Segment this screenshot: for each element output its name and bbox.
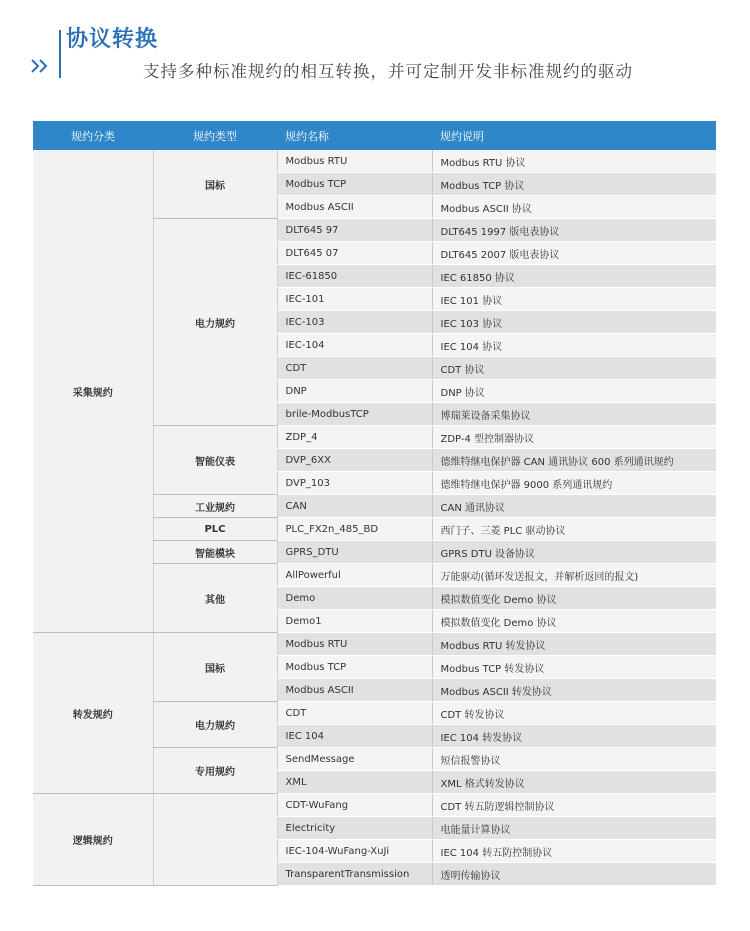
protocol-name-cell: DNP: [277, 380, 432, 403]
protocol-name-cell: CDT-WuFang: [277, 794, 432, 817]
protocol-description-cell: 模拟数值变化 Demo 协议: [432, 610, 716, 633]
protocol-description-cell: 电能量计算协议: [432, 817, 716, 840]
type-cell: 智能仪表: [153, 426, 277, 495]
protocol-description-cell: Modbus TCP 转发协议: [432, 656, 716, 679]
protocol-description-cell: IEC 101 协议: [432, 288, 716, 311]
type-cell: 专用规约: [153, 748, 277, 794]
protocol-description-cell: DLT645 2007 版电表协议: [432, 242, 716, 265]
type-cell: 其他: [153, 564, 277, 633]
table-header-row: [33, 121, 716, 150]
protocol-name-cell: IEC 104: [277, 725, 432, 748]
protocol-name-cell: Modbus TCP: [277, 656, 432, 679]
protocol-name-cell: CDT: [277, 357, 432, 380]
column-header-name: 规约名称: [277, 121, 432, 150]
protocol-name-cell: Modbus RTU: [277, 150, 432, 173]
protocol-name-cell: Modbus RTU: [277, 633, 432, 656]
protocol-description-cell: 西门子、三菱 PLC 驱动协议: [432, 518, 716, 541]
type-cell: PLC: [153, 518, 277, 541]
protocol-description-cell: 万能驱动(循环发送报文，并解析返回的报文): [432, 564, 716, 587]
double-chevron-right-icon: [30, 58, 50, 74]
protocol-description-cell: IEC 61850 协议: [432, 265, 716, 288]
type-cell: 国标: [153, 150, 277, 219]
protocol-description-cell: CDT 协议: [432, 357, 716, 380]
category-cell: 逻辑规约: [33, 794, 153, 886]
protocol-name-cell: Demo1: [277, 610, 432, 633]
protocol-name-cell: IEC-104-WuFang-XuJi: [277, 840, 432, 863]
protocol-description-cell: Modbus ASCII 转发协议: [432, 679, 716, 702]
page-header: [0, 0, 750, 100]
protocol-name-cell: Modbus TCP: [277, 173, 432, 196]
protocol-description-cell: IEC 104 转五防控制协议: [432, 840, 716, 863]
protocol-name-cell: DVP_103: [277, 472, 432, 495]
protocol-description-cell: 德维特继电保护器 9000 系列通讯规约: [432, 472, 716, 495]
category-cell: 转发规约: [33, 633, 153, 794]
protocol-description-cell: IEC 104 协议: [432, 334, 716, 357]
table-row: [33, 794, 716, 817]
page-subtitle: 支持多种标准规约的相互转换，并可定制开发非标准规约的驱动: [143, 62, 633, 81]
protocol-description-cell: 模拟数值变化 Demo 协议: [432, 587, 716, 610]
protocol-name-cell: PLC_FX2n_485_BD: [277, 518, 432, 541]
protocol-name-cell: DLT645 97: [277, 219, 432, 242]
protocol-description-cell: XML 格式转发协议: [432, 771, 716, 794]
protocol-description-cell: CDT 转五防逻辑控制协议: [432, 794, 716, 817]
page-title: 协议转换: [66, 27, 159, 52]
protocol-name-cell: Modbus ASCII: [277, 196, 432, 219]
protocol-name-cell: GPRS_DTU: [277, 541, 432, 564]
column-header-description: 规约说明: [432, 121, 716, 150]
type-cell: 电力规约: [153, 219, 277, 426]
protocol-name-cell: Modbus ASCII: [277, 679, 432, 702]
protocol-name-cell: DVP_6XX: [277, 449, 432, 472]
column-header-category: 规约分类: [33, 121, 153, 150]
protocol-name-cell: Electricity: [277, 817, 432, 840]
protocol-description-cell: CAN 通讯协议: [432, 495, 716, 518]
protocol-name-cell: brile-ModbusTCP: [277, 403, 432, 426]
protocol-description-cell: DNP 协议: [432, 380, 716, 403]
protocol-name-cell: IEC-103: [277, 311, 432, 334]
protocol-description-cell: Modbus ASCII 协议: [432, 196, 716, 219]
protocol-name-cell: CDT: [277, 702, 432, 725]
table-row: [33, 150, 716, 173]
type-cell: [153, 794, 277, 886]
protocol-description-cell: IEC 104 转发协议: [432, 725, 716, 748]
protocol-name-cell: AllPowerful: [277, 564, 432, 587]
protocol-name-cell: Demo: [277, 587, 432, 610]
protocol-description-cell: Modbus RTU 转发协议: [432, 633, 716, 656]
protocol-name-cell: ZDP_4: [277, 426, 432, 449]
protocol-description-cell: 透明传输协议: [432, 863, 716, 886]
category-cell: 采集规约: [33, 150, 153, 633]
protocol-name-cell: IEC-101: [277, 288, 432, 311]
protocol-name-cell: IEC-61850: [277, 265, 432, 288]
column-header-type: 规约类型: [153, 121, 277, 150]
protocol-table: [33, 121, 716, 886]
protocol-description-cell: DLT645 1997 版电表协议: [432, 219, 716, 242]
type-cell: 工业规约: [153, 495, 277, 518]
type-cell: 电力规约: [153, 702, 277, 748]
protocol-description-cell: Modbus RTU 协议: [432, 150, 716, 173]
protocol-description-cell: Modbus TCP 协议: [432, 173, 716, 196]
type-cell: 国标: [153, 633, 277, 702]
title-divider: [59, 30, 61, 78]
protocol-name-cell: CAN: [277, 495, 432, 518]
protocol-description-cell: ZDP-4 型控制器协议: [432, 426, 716, 449]
type-cell: 智能模块: [153, 541, 277, 564]
table-body: [33, 150, 716, 886]
protocol-description-cell: 博瑞莱设备采集协议: [432, 403, 716, 426]
protocol-description-cell: 短信报警协议: [432, 748, 716, 771]
protocol-name-cell: SendMessage: [277, 748, 432, 771]
protocol-description-cell: GPRS DTU 设备协议: [432, 541, 716, 564]
protocol-description-cell: CDT 转发协议: [432, 702, 716, 725]
protocol-name-cell: TransparentTransmission: [277, 863, 432, 886]
protocol-name-cell: XML: [277, 771, 432, 794]
protocol-name-cell: IEC-104: [277, 334, 432, 357]
protocol-description-cell: IEC 103 协议: [432, 311, 716, 334]
table-row: [33, 633, 716, 656]
protocol-name-cell: DLT645 07: [277, 242, 432, 265]
protocol-description-cell: 德维特继电保护器 CAN 通讯协议 600 系列通讯规约: [432, 449, 716, 472]
